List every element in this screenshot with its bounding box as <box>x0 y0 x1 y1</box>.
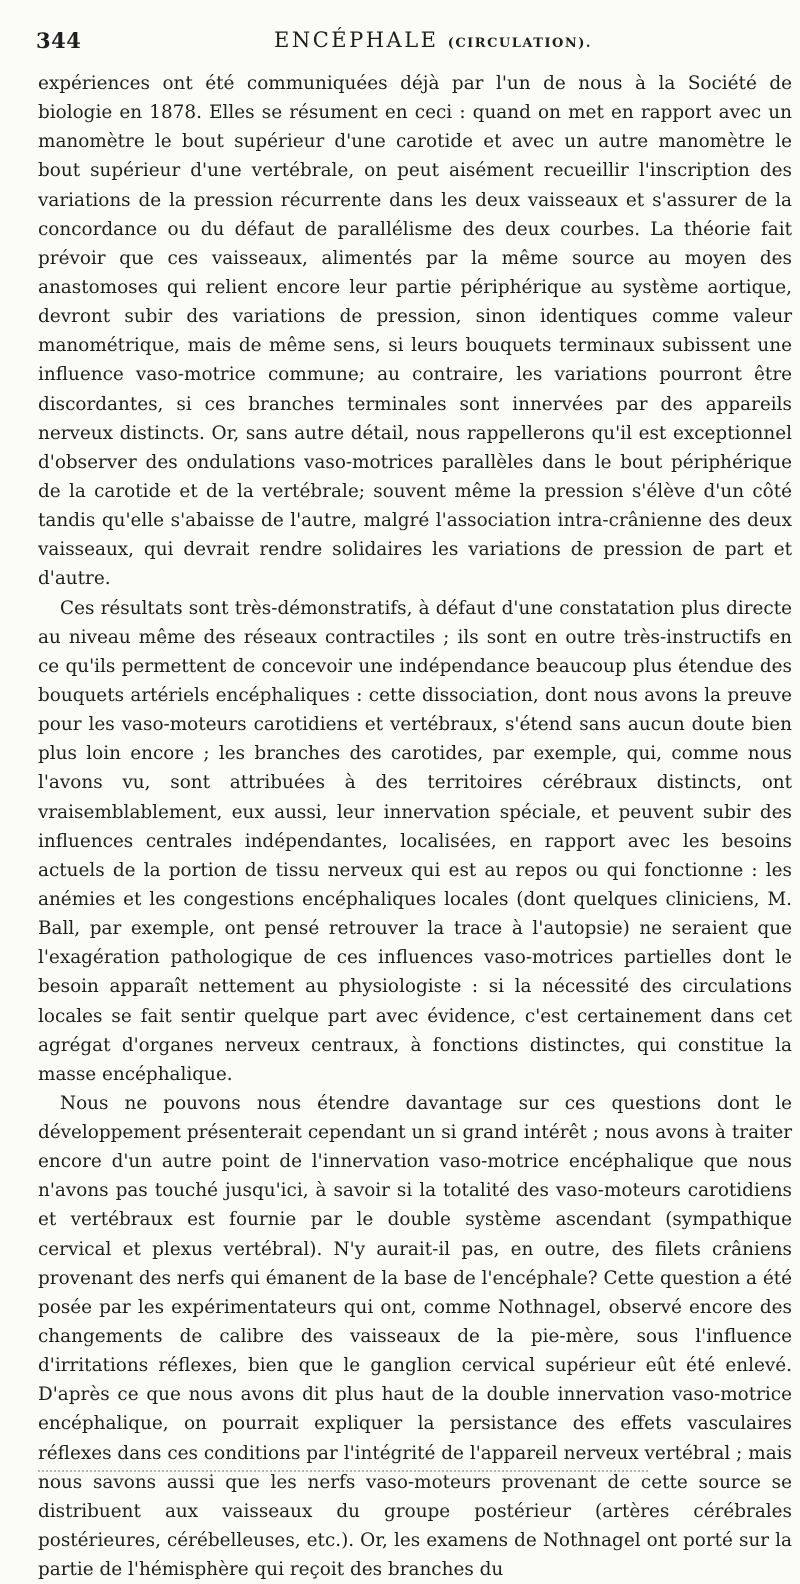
paragraph: Ces résultats sont très-démonstratifs, à défaut d'une constatation plus directe au niveau même des réseaux contractiles ; ils sont en outre très-instructifs en ce qu'ils permettent de concevoir une indépendance beaucoup plus étendue des bouquets artériels encéphaliques : cette dissociation, dont nous avons la preuve pour les vaso-moteurs carotidiens et vertébraux, s'étend sans aucun doute bien plus loin encore ; les branches des carotides, par exemple, qui, comme nous l'avons vu, sont attribuées à des territoires cérébraux distincts, ont vraisemblablement, eux aussi, leur innervation spéciale, et peuvent subir des influences centrales indépendantes, localisées, en rapport avec les besoins actuels de la portion de tissu nerveux qui est au repos ou qui fonctionne : les anémies et les congestions encéphaliques locales (dont quelques cliniciens, M. Ball, par exemple, ont pensé retrouver la trace à l'autopsie) ne seraient que l'exagération pathologique de ces influences vaso-motrices partielles dont le besoin apparaît nettement au physiologiste : si la nécessité des circulations locales se fait sentir quelque part avec évidence, c'est certainement dans cet agrégat d'organes nerveux centraux, à fonctions distinctes, qui constitue la masse encéphalique. <box>38 597 792 1085</box>
bottom-faint-rule <box>38 1470 648 1474</box>
paragraph: Nous ne pouvons nous étendre davantage sur ces questions dont le développement présenterait cependant un si grand intérêt ; nous avons à traiter encore d'un autre point de l'innervation vaso-motrice encéphalique que nous n'avons pas touché jusqu'ici, à savoir si la totalité des vaso-moteurs carotidiens et vertébraux est fournie par le double système ascendant (sympathique cervical et plexus vertébral). N'y aurait-il pas, en outre, des filets crâniens provenant des nerfs qui émanent de la base de l'encéphale? Cette question a été posée par les expérimentateurs qui ont, comme Nothnagel, observé encore des changements de calibre des vaisseaux de la pie-mère, sous l'influence d'irritations réflexes, bien que le ganglion cervical supérieur eût été enlevé. D'après ce que nous avons dit plus haut de la double innervation vaso-motrice encéphalique, on pourrait expliquer la persistance des effets vasculaires réflexes dans ces conditions par l'intégrité de l'appareil nerveux vertébral ; mais nous savons aussi que les nerfs vaso-moteurs provenant de cette source se distribuent aux vaisseaux du groupe postérieur (artères cérébrales postérieures, cérébelleuses, etc.). Or, les examens de Nothnagel ont porté sur la partie de l'hémisphère qui reçoit des branches du <box>38 1092 792 1581</box>
running-head-subtitle: (CIRCULATION). <box>447 36 592 51</box>
running-head-title: ENCÉPHALE <box>274 28 439 52</box>
running-head <box>274 28 592 52</box>
page-number: 344 <box>36 28 82 53</box>
body-text <box>38 69 792 1584</box>
paragraph: expériences ont été communiquées déjà par l'un de nous à la Société de biologie en 1878. Elles se résument en ceci : quand on met en rapport avec un manomètre le bout supérieur d'une carotide et avec un autre manomètre le bout supérieur d'une vertébrale, on peut aisément recueillir l'inscription des variations de la pression récurrente dans les deux vaisseaux et s'assurer de la concordance ou du défaut de parallélisme des deux courbes. La théorie fait prévoir que ces vaisseaux, alimentés par la même source au moyen des anastomoses qui relient encore leur partie périphérique au système aortique, devront subir des variations de pression, sinon identiques comme valeur manométrique, mais de même sens, si leurs bouquets terminaux subissent une influence vaso-motrice commune; au contraire, les variations pourront être discordantes, si ces branches terminales sont innervées par des appareils nerveux distincts. Or, sans autre détail, nous rappellerons qu'il est exceptionnel d'observer des ondulations vaso-motrices parallèles dans le bout périphérique de la carotide et de la vertébrale; souvent même la pression s'élève d'un côté tandis qu'elle s'abaisse de l'autre, malgré l'association intra-crânienne des deux vaisseaux, qui devrait rendre solidaires les variations de pression de part et d'autre. <box>38 73 792 590</box>
page-header <box>36 28 770 58</box>
